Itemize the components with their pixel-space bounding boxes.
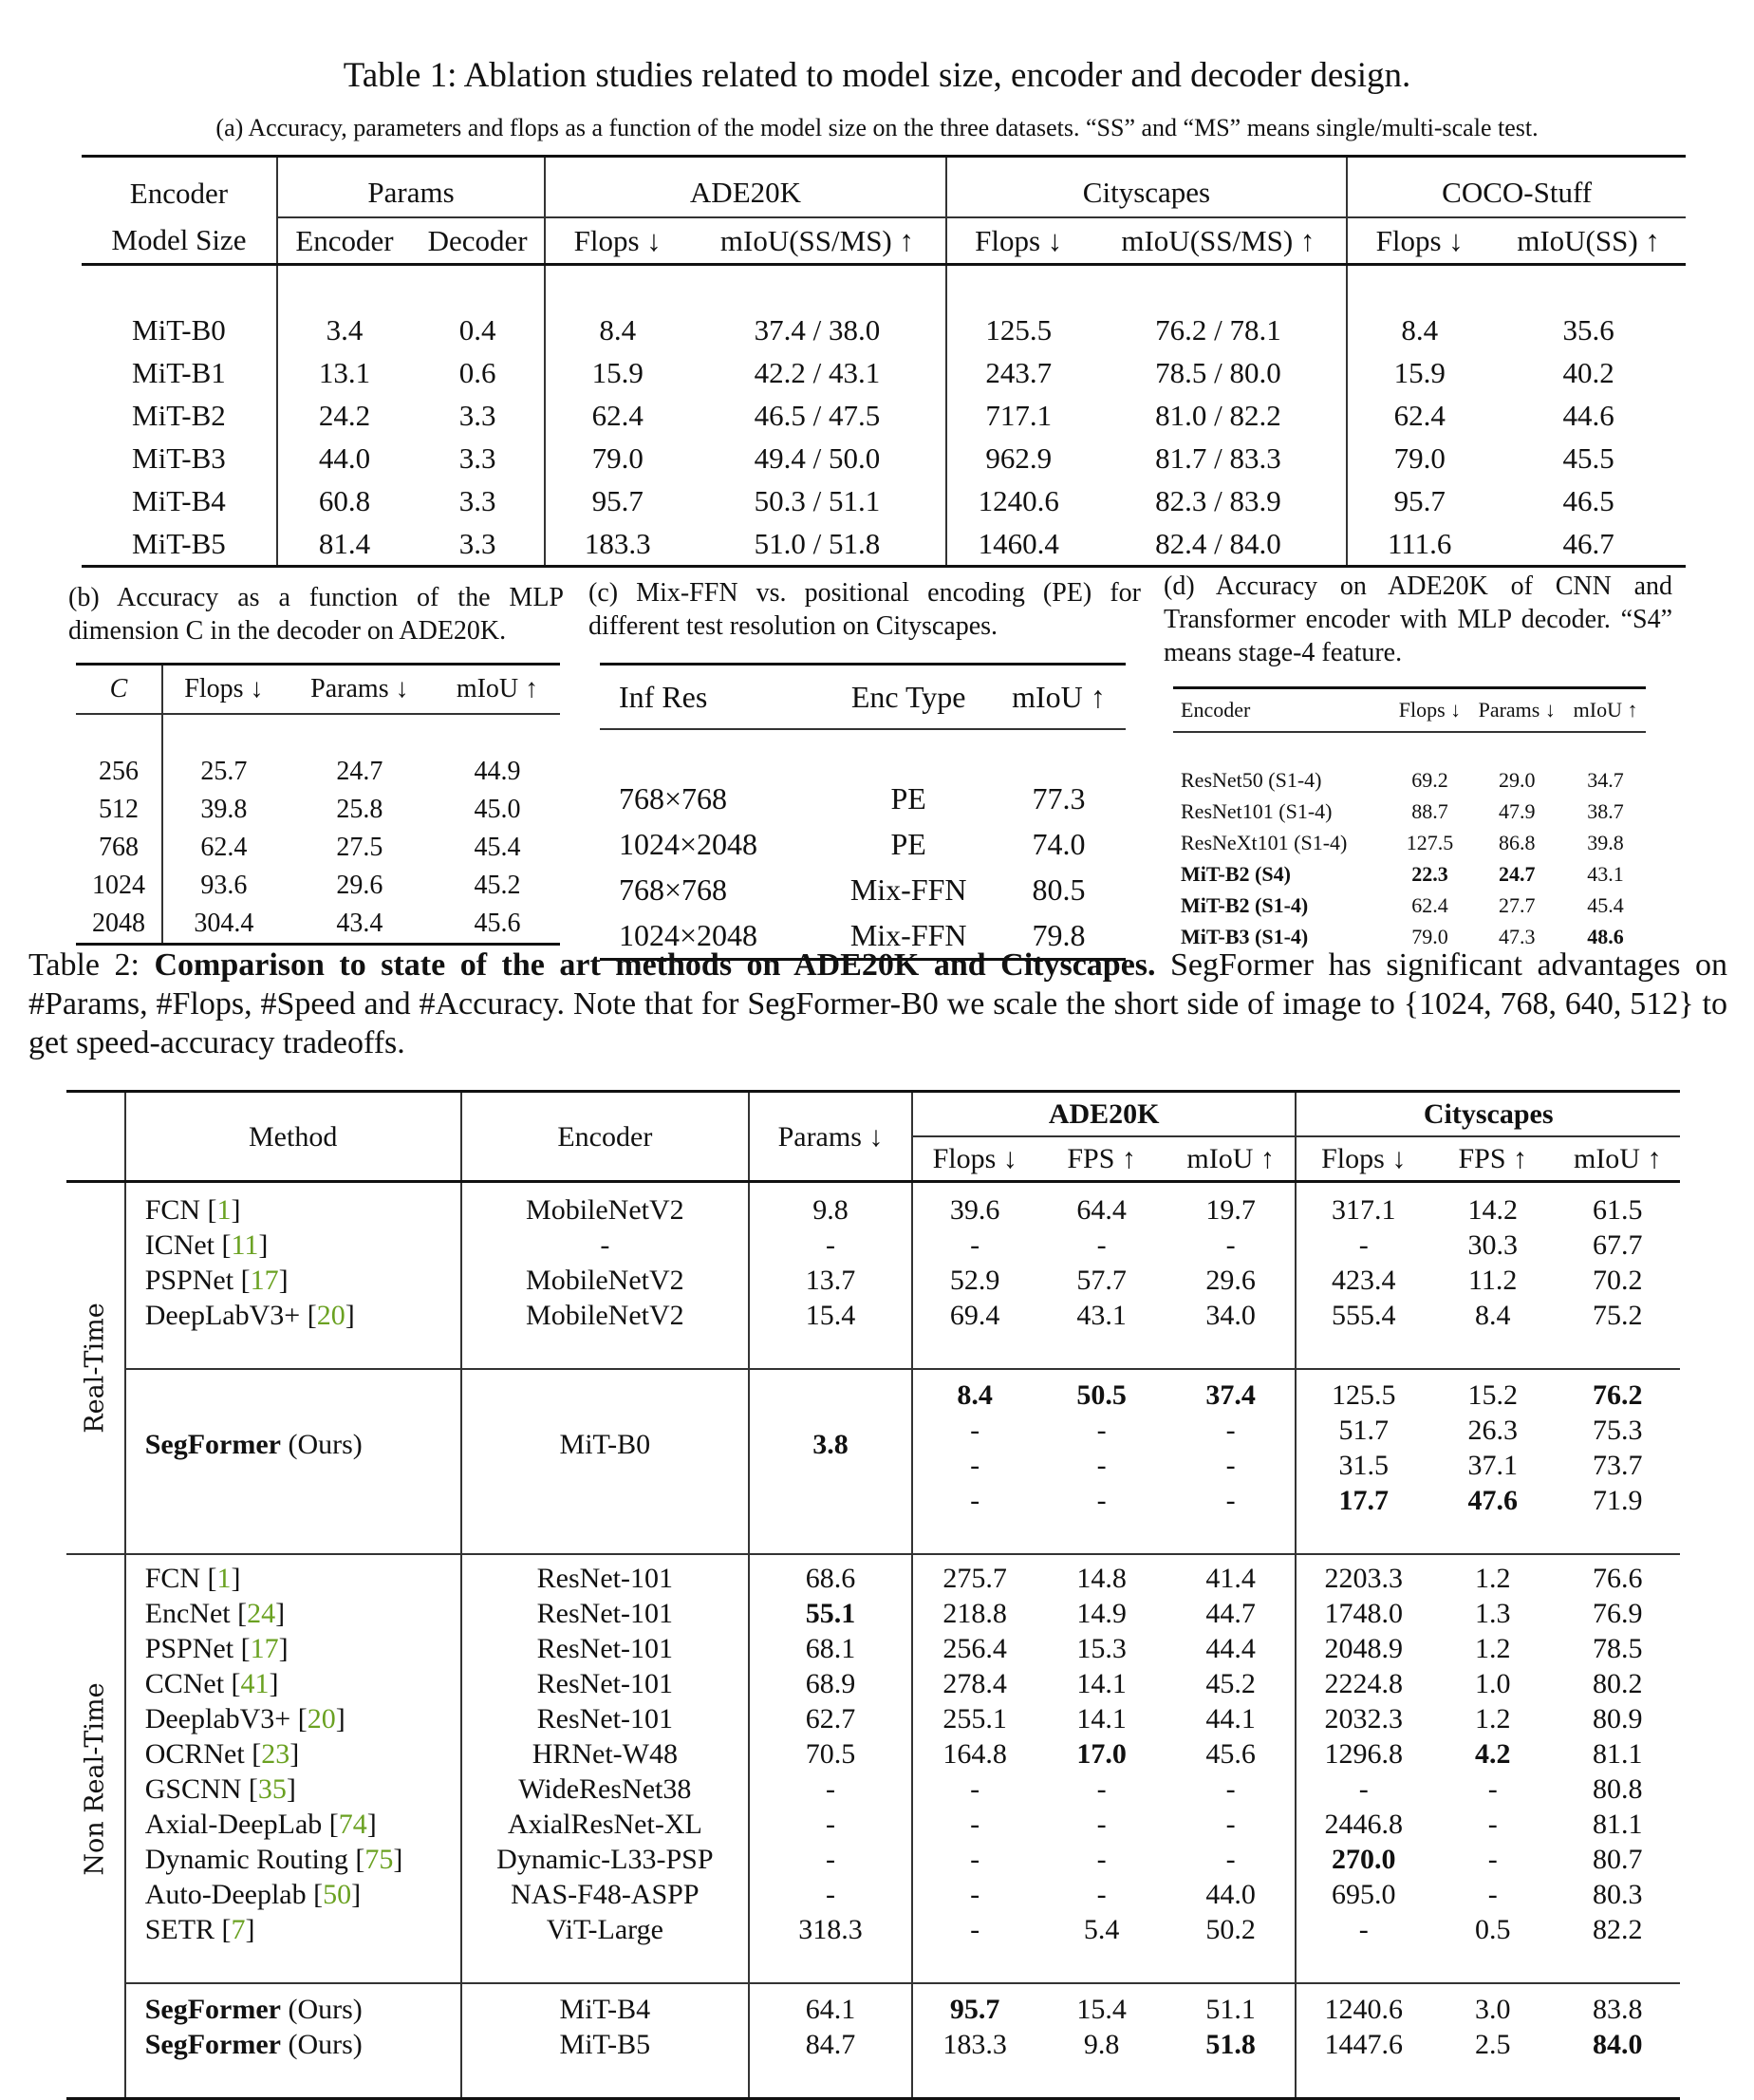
t1a-h-modelsize: Model Size [111,223,247,256]
table-row: 1024 93.6 29.6 45.2 [76,867,560,905]
table1a [82,155,1686,568]
t1a-h-flops: Flops ↓ [545,217,689,265]
table1d-caption: (d) Accuracy on ADE20K of CNN and Transformer encoder with MLP decoder. “S4” means stage-4 feature. [1164,572,1672,667]
citation-link[interactable]: 50 [323,1879,352,1910]
t2-h-city: Cityscapes [1296,1092,1680,1137]
citation-link[interactable]: 75 [364,1844,394,1875]
t1d-h-encoder: Encoder [1181,698,1251,722]
t1c-h-res: Inf Res [619,679,708,714]
table-row: MiT-B0 3.4 0.4 8.4 37.4 / 38.0 125.5 76.2 / 78.1 8.4 35.6 [82,309,1686,351]
table-row: ResNet101 (S1-4) 88.7 47.9 38.7 [1181,798,1624,823]
t1a-h-city: Cityscapes [946,157,1347,218]
t1b-h-miou: mIoU ↑ [456,674,539,703]
t1c-h-miou: mIoU ↑ [1012,679,1106,714]
t1a-h-encoder: Encoder [129,176,229,210]
table-row: 2048 304.4 43.4 45.6 [76,905,560,945]
table-row: MiT-B3 44.0 3.3 79.0 49.4 / 50.0 962.9 81.7 / 83.3 79.0 45.5 [82,437,1686,479]
t1a-h-flops: Flops ↓ [1347,217,1491,265]
table1b [76,663,560,946]
t1b-h-params: Params ↓ [310,674,409,703]
table1b-caption: (b) Accuracy as a function of the MLP dimension C in the decoder on ADE20K. [68,583,564,646]
table-row: ResNet50 (S1-4) 69.2 29.0 34.7 [1181,767,1624,792]
citation-link[interactable]: 1 [216,1563,232,1594]
t1a-h-dec: Decoder [411,217,545,265]
t1a-h-coco: COCO-Stuff [1347,157,1686,218]
table1c-caption: (c) Mix-FFN vs. positional encoding (PE) for different test resolution on Cityscapes. [588,578,1141,641]
t1a-h-enc: Encoder [277,217,411,265]
t1d-h-flops: Flops ↓ [1398,698,1462,722]
table-row: MiT-B2 24.2 3.3 62.4 46.5 / 47.5 717.1 81.0 / 82.2 62.4 44.6 [82,394,1686,437]
table-row: 1024×2048 Mix-FFN 79.8 [600,912,1126,960]
table1a-caption: (a) Accuracy, parameters and flops as a function of the model size on the three datasets. “SS” and “MS” means single/multi-scale test. [215,114,1539,141]
citation-link[interactable]: 7 [231,1914,246,1945]
t1a-h-flops: Flops ↓ [946,217,1091,265]
citation-link[interactable]: 35 [257,1773,287,1805]
t1b-h-c: C [109,674,128,703]
group-label-nonrealtime: Non Real-Time [80,1681,110,1876]
citation-link[interactable]: 74 [338,1809,367,1840]
citation-link[interactable]: 17 [250,1633,279,1664]
citation-link[interactable]: 23 [261,1738,290,1770]
table1d [1173,686,1646,952]
t1a-h-miou: mIoU(SS/MS) ↑ [1091,217,1348,265]
t2-h-method: Method [125,1092,461,1182]
t1b-h-flops: Flops ↓ [162,665,285,715]
table-row: 512 39.8 25.8 45.0 [76,791,560,829]
table-row: 768×768 Mix-FFN 80.5 [619,872,1086,907]
table-row: 256 25.7 24.7 44.9 [76,753,560,791]
t1c-h-type: Enc Type [850,679,966,714]
t1a-h-miou: mIoU(SS/MS) ↑ [689,217,946,265]
citation-link[interactable]: 24 [247,1598,276,1629]
t1a-h-miou: mIoU(SS) ↑ [1491,217,1686,265]
segformer-b0-method: SegFormer (Ours) [125,1369,461,1518]
table-row: MiT-B5 81.4 3.3 183.3 51.0 / 51.8 1460.4 82.4 / 84.0 111.6 46.7 [82,522,1686,567]
t1a-h-ade: ADE20K [545,157,945,218]
group-label-realtime: Real-Time [80,1303,110,1434]
table1c [600,663,1126,961]
citation-link[interactable]: 20 [316,1300,345,1331]
table-row: MiT-B3 (S1-4) 79.0 47.3 48.6 [1181,924,1624,948]
table-row: 768 62.4 27.5 45.4 [76,829,560,867]
t1a-h-params: Params [277,157,545,218]
t2-h-ade: ADE20K [912,1092,1297,1137]
citation-link[interactable]: 17 [250,1265,279,1296]
citation-link[interactable]: 20 [307,1703,336,1734]
citation-link[interactable]: 11 [231,1229,259,1261]
table-row: MiT-B4 60.8 3.3 95.7 50.3 / 51.1 1240.6 82.3 / 83.9 95.7 46.5 [82,479,1686,522]
table-row: MiT-B2 (S1-4) 62.4 27.7 45.4 [1181,892,1624,917]
table-row: 1024×2048 PE 74.0 [619,826,1086,861]
table-row: 768×768 PE 77.3 [619,780,1086,816]
table1-title: Table 1: Ablation studies related to model size, encoder and decoder design. [343,56,1411,95]
t2-h-encoder: Encoder [461,1092,749,1182]
t2-h-params: Params ↓ [749,1092,912,1182]
table-row: MiT-B1 13.1 0.6 15.9 42.2 / 43.1 243.7 78.5 / 80.0 15.9 40.2 [82,351,1686,394]
t1d-h-params: Params ↓ [1478,698,1556,722]
table-row: MiT-B2 (S4) 22.3 24.7 43.1 [1181,861,1624,886]
table2: Method Encoder Params ↓ ADE20K Cityscapes Flops ↓ FPS ↑ mIoU ↑ Flops ↓ FPS ↑ mIoU ↑ Real-Time FCN [1] MobileNetV2 9.8 39.6 64.4 19.7 317.1 14.2 61.5 ICNet [11] - - - - - - 30.3 67.7 PSPNet [17] MobileNetV2 13.7 52.9 57.7 29.6 423.4 11.2 70.2 DeepLabV3+ [20] MobileNetV2 15.4 69.4 43.1 34.0 555.4 8.4 75.2 SegFormer (Ours) MiT-B0 3.8 8.4 50.5 37.4 125.5 15.2 76.2 - - - 51.7 26.3 75.3 - - - 31.5 37.1 73.7 - - - 17.7 47.6 71.9 Non Real-Time FCN [1] ResNet-101 68.6 275.7 14.8 41.4 2203.3 1.2 76.6 EncNet [24] ResNet-101 55.1 218.8 14.9 44.7 1748.0 1.3 76.9 PSPNet [17] ResNet-101 68.1 256.4 15.3 44.4 2048.9 1.2 78.5 CCNet [41] ResNet-101 68.9 278.4 14.1 45.2 2224.8 1.0 80.2 DeeplabV3+ [20] ResNet-101 62.7 255.1 14.1 44.1 2032.3 1.2 80.9 OCRNet [23] HRNet-W48 70.5 164.8 17.0 45.6 1296.8 4.2 81.1 GSCNN [35] WideResNet38 - - - - - - 80.8 Axial-DeepLab [74] AxialResNet-XL - - - - 2446.8 - 81.1 Dynamic Routing [75] Dynamic-L33-PSP - - - - 270.0 - 80.7 Auto-Deeplab [50] NAS-F48-ASPP - - - 44.0 695.0 - 80.3 SETR [7] ViT-Large 318.3 - 5.4 50.2 - 0.5 82.2 SegFormer (Ours) MiT-B4 64.1 95.7 15.4 51.1 1240.6 3.0 83.8 SegFormer (Ours) MiT-B5 84.7 183.3 9.8 51.8 1447.6 2.5 84.0 [66,1090,1680,2100]
table2-caption: Table 2: Comparison to state of the art methods on ADE20K and Cityscapes. SegFormer has significant advantages on #Params, #Flops, #Speed and #Accuracy. Note that for SegFormer-B0 we scale the short side of image to {1024, 768, 640, 512} to get speed-accuracy tradeoffs. [28,947,1727,1060]
citation-link[interactable]: 41 [240,1668,270,1699]
citation-link[interactable]: 1 [216,1194,232,1226]
t1d-h-miou: mIoU ↑ [1573,698,1638,722]
table-row: ResNeXt101 (S1-4) 127.5 86.8 39.8 [1181,830,1624,854]
